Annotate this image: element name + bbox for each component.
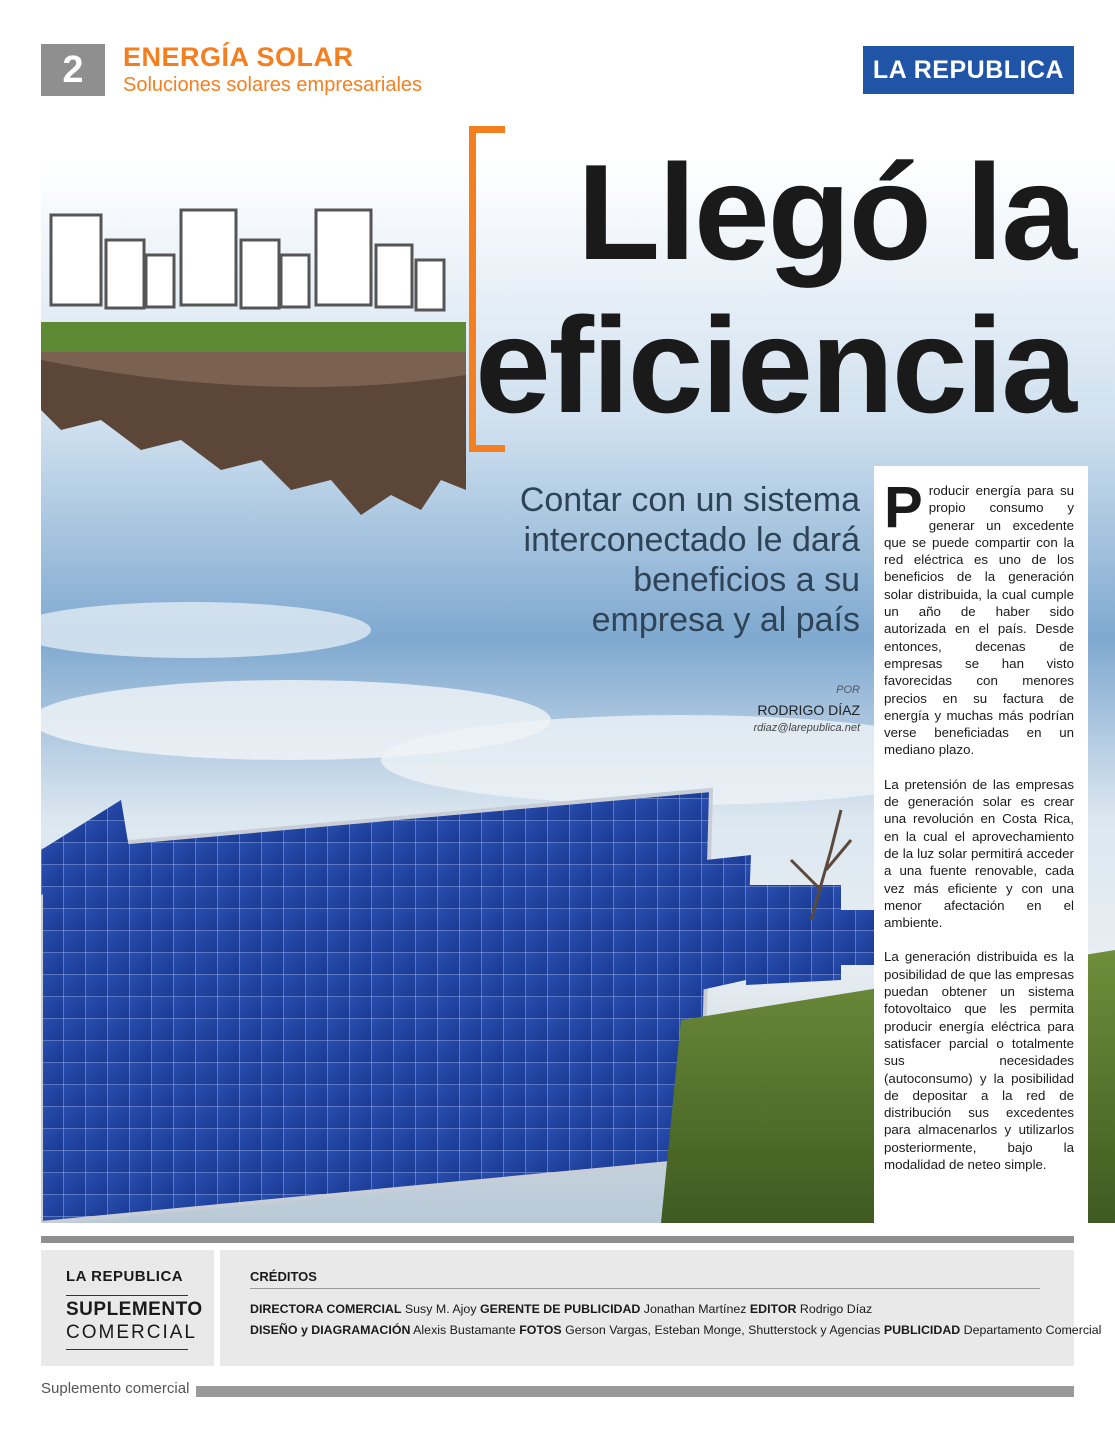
credits-row-2 — [250, 1323, 1101, 1337]
credits-top-bar — [41, 1236, 1074, 1243]
credit-role: DIRECTORA COMERCIAL — [250, 1302, 402, 1316]
credit-name: Jonathan Martínez — [640, 1302, 750, 1316]
paragraph-1 — [884, 475, 1074, 759]
article-body — [874, 466, 1088, 1225]
drop-cap: P — [884, 475, 923, 540]
credit-name: Rodrigo Díaz — [796, 1302, 873, 1316]
credit-role: FOTOS — [519, 1323, 562, 1337]
divider — [66, 1349, 188, 1350]
author-name: RODRIGO DÍAZ — [757, 702, 860, 718]
credit-role: PUBLICIDAD — [883, 1323, 961, 1337]
credit-name: Gerson Vargas, Esteban Monge, Shutterstock y Agencias — [561, 1323, 884, 1337]
paragraph-2: La pretensión de las empresas de generación solar es crear una revolución en Costa Rica, en la cual el aprovechamiento de la luz solar permitirá acceder a una fuente renovable, cada vez más eficiente y con una menor afectación en el ambiente. — [884, 776, 1074, 931]
section-title: ENERGÍA SOLAR — [123, 42, 354, 72]
section-subtitle: Soluciones solares empresariales — [123, 74, 423, 96]
headline-line1: Llegó la — [577, 136, 1075, 288]
footer-label: Suplemento comercial — [41, 1380, 190, 1397]
publication-logo: LA REPUBLICA — [863, 46, 1074, 94]
headline-line2: eficiencia — [475, 289, 1075, 441]
deck: Contar con un sistema interconectado le dará beneficios a su empresa y al país — [519, 481, 860, 639]
credits-brand: LA REPUBLICA — [66, 1268, 184, 1285]
commercial-label: COMERCIAL — [66, 1322, 197, 1343]
footer-bar — [196, 1386, 1074, 1397]
credit-name: Departamento Comercial — [960, 1323, 1102, 1337]
credit-role: EDITOR — [749, 1302, 797, 1316]
credits-title: CRÉDITOS — [250, 1269, 317, 1284]
supplement-label: SUPLEMENTO — [66, 1299, 203, 1320]
paragraph-3: La generación distribuida es la posibilidad de que las empresas puedan obtener un sistema fotovoltaico que les permita producir energía eléctrica para satisfacer parcial o totalmente sus necesidades (autoconsumo) y la posibilidad de depositar a la red de distribución sus excedentes para almacenarlos y utilizarlos posteriormente, bajo la modalidad de neteo simple. — [884, 949, 1074, 1172]
credit-role: DISEÑO y DIAGRAMACIÓN — [250, 1323, 411, 1337]
credit-role: GERENTE DE PUBLICIDAD — [479, 1302, 641, 1316]
paragraph-1-text: roducir energía para su propio consumo y generar un excedente que se puede compartir con la red eléctrica es uno de los beneficios de la generación solar distribuida, la cual cumple un año de haber sido autorizada en el país. Desde entonces, decenas de empresas se han visto favorecidas con menores precios en su factura de energía y muchas más podrían verse beneficiadas en un mediano plazo. — [884, 483, 1074, 758]
divider — [66, 1295, 188, 1296]
byline-label: POR — [836, 684, 860, 696]
divider — [250, 1288, 1040, 1289]
credit-name: Susy M. Ajoy — [401, 1302, 480, 1316]
credits-row-1 — [250, 1302, 872, 1316]
author-email[interactable]: rdiaz@larepublica.net — [753, 722, 860, 734]
credit-name: Alexis Bustamante — [410, 1323, 520, 1337]
page-number: 2 — [41, 44, 105, 96]
